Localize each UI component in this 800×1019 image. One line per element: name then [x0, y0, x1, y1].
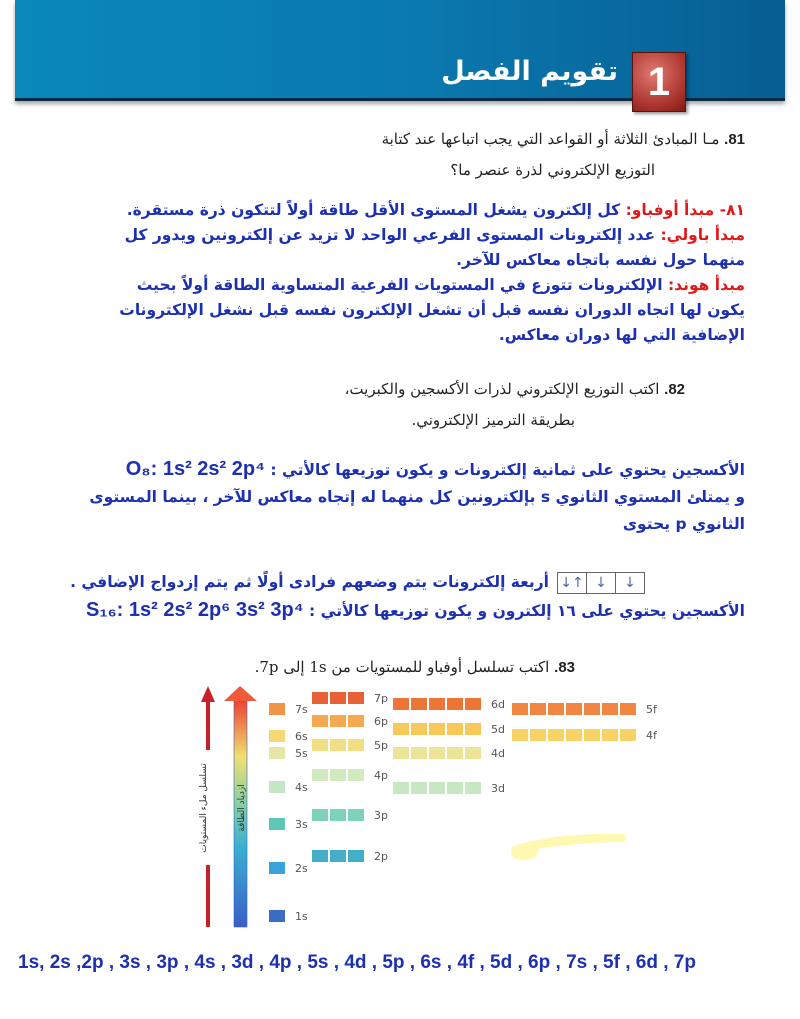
orbital-box	[465, 747, 481, 759]
orbital-box	[330, 715, 346, 727]
orbital-box	[465, 723, 481, 735]
orbital-box	[393, 782, 409, 794]
sublevel-label: 4p	[374, 769, 388, 782]
sublevel-3s	[269, 818, 308, 831]
orbital-box	[602, 703, 618, 715]
sublevel-label: 3p	[374, 809, 388, 822]
sublevel-4p	[312, 769, 388, 782]
question-text: اكتب التوزيع الإلكتروني لذرات الأكسجين والكبريت،	[344, 380, 660, 398]
filling-order-label: تسلسل ملء المستويات	[199, 763, 209, 853]
sublevel-label: 5p	[374, 739, 388, 752]
hund-label: مبدأ هوند:	[667, 276, 745, 294]
sublevel-label: 3s	[295, 818, 308, 831]
sublevel-group	[269, 692, 658, 923]
orbital-box	[393, 723, 409, 735]
oxygen-text: الأكسجين يحتوي على ثمانية إلكترونات و يكون توزيعها كالأتي :	[264, 461, 745, 479]
sublevel-label: 5s	[295, 747, 308, 760]
orbital-box	[330, 692, 346, 704]
orbital-box	[530, 703, 546, 715]
orbital-box	[348, 809, 364, 821]
orbital-box	[447, 698, 463, 710]
orbital-box	[584, 729, 600, 741]
orbital-box	[429, 698, 445, 710]
orbital-box	[330, 809, 346, 821]
orbital-box	[411, 747, 427, 759]
orbital-box	[269, 747, 285, 759]
sublevel-7p	[312, 692, 388, 705]
orbital-box	[348, 692, 364, 704]
sublevel-label: 4d	[491, 747, 505, 760]
sublevel-7s	[269, 703, 308, 716]
sublevel-label: 6p	[374, 715, 388, 728]
orbital-box	[312, 769, 328, 781]
orbital-box	[602, 729, 618, 741]
orbital-box	[429, 723, 445, 735]
sublevel-5p	[312, 739, 388, 752]
orbital-box	[312, 739, 328, 751]
sublevel-6p	[312, 715, 388, 728]
sublevel-2s	[269, 862, 308, 875]
sublevel-label: 1s	[295, 910, 308, 923]
sublevel-label: 5d	[491, 723, 505, 736]
sublevel-4f	[512, 729, 658, 742]
orbital-box	[330, 739, 346, 751]
pauli-label: مبدأ باولي:	[660, 226, 745, 244]
question-text: التوزيع الإلكتروني لذرة عنصر ما؟	[450, 161, 655, 179]
sublevel-label: 6s	[295, 730, 308, 743]
sublevel-label: 3d	[491, 782, 505, 795]
orbital-box	[620, 703, 636, 715]
hund-text: الإلكترونات تتوزع في المستويات الفرعية المتساوية الطاقة أولاً بحيث يكون لها اتجاه الدوران نفسه قبل أن تشغل الإلكترون نفسه قبل نشغل الإلكترونات الإضافية التي لها دوران معاكس.	[119, 276, 745, 344]
sublevel-label: 5f	[646, 703, 657, 716]
sublevel-5d	[393, 723, 505, 736]
aufbau-order-answer: 1s, 2s ,2p , 3s , 3p , 4s , 3d , 4p , 5s , 4d , 5p , 6s , 4f , 5d , 6p , 7s , 5f , 6d , 7p	[18, 952, 696, 973]
orbital-box	[447, 782, 463, 794]
sublevel-label: 2p	[374, 850, 388, 863]
sublevel-3d	[393, 782, 505, 795]
sublevel-1s	[269, 910, 308, 923]
question-text: مـا المبادئ الثلاثة أو القواعد التي يجب اتباعها عند كتابة	[381, 130, 720, 148]
question-text: بطريقة الترميز الإلكتروني.	[411, 411, 575, 429]
orbital-box	[269, 703, 285, 715]
chapter-title: تقويم الفصل	[441, 56, 618, 87]
sulfur-text: الأكسجين يحتوي على ١٦ إلكترون و يكون توزيعها كالأتي :	[303, 602, 745, 620]
orbital-box	[530, 729, 546, 741]
energy-label: ازدياد الطاقة	[237, 784, 247, 832]
sublevel-2p	[312, 850, 388, 863]
oxygen-explanation: و يمتلئ المستوي الثانوي s بإلكترونين كل منهما له إتجاه معاكس للآخر ، بينما المستوى الثانوي p يحتوى	[89, 488, 745, 533]
orbital-box	[548, 729, 564, 741]
orbital-box	[465, 698, 481, 710]
sublevel-3p	[312, 809, 388, 822]
question-number: 81.	[724, 131, 745, 148]
orbital-box	[447, 747, 463, 759]
orbital-box	[269, 910, 285, 922]
orbital-cell: ↓↑	[560, 574, 584, 591]
orbital-box	[393, 698, 409, 710]
orbital-box	[330, 769, 346, 781]
sulfur-configuration: S₁₆: 1s² 2s² 2p⁶ 3s² 3p⁴	[85, 599, 304, 621]
orbital-box	[429, 782, 445, 794]
highlighter-mark	[511, 834, 625, 860]
orbital-box	[411, 698, 427, 710]
orbital-text: أربعة إلكترونات يتم وضعهم فرادى أولًا ثم يتم إزدواج الإضافي .	[70, 573, 549, 591]
chapter-number-badge: 1	[632, 52, 686, 112]
aufbau-text: كل إلكترون يشغل المستوى الأقل طاقة أولاً لتتكون ذرة مستقرة.	[126, 201, 626, 219]
sublevel-6s	[269, 730, 308, 743]
orbital-box	[330, 850, 346, 862]
oxygen-configuration: O₈: 1s² 2s² 2p⁴	[125, 458, 265, 480]
orbital-box	[269, 730, 285, 742]
orbital-box	[269, 781, 285, 793]
sublevel-label: 4s	[295, 781, 308, 794]
sublevel-4s	[269, 781, 308, 794]
orbital-box	[512, 703, 528, 715]
orbital-box	[447, 723, 463, 735]
aufbau-label: ٨١- مبدأ أوفباو:	[625, 201, 745, 219]
sublevel-6d	[393, 698, 505, 711]
orbital-box	[411, 723, 427, 735]
orbital-box	[348, 715, 364, 727]
orbital-box	[312, 715, 328, 727]
orbital-box	[620, 729, 636, 741]
orbital-box	[312, 850, 328, 862]
orbital-box	[393, 747, 409, 759]
orbital-box	[548, 703, 564, 715]
sublevel-5f	[512, 703, 658, 716]
orbital-box	[348, 739, 364, 751]
orbital-box	[348, 850, 364, 862]
orbital-box	[269, 818, 285, 830]
orbital-cell: ↓	[586, 573, 615, 593]
sublevel-5s	[269, 747, 308, 760]
orbital-box	[512, 729, 528, 741]
sublevel-label: 7s	[295, 703, 308, 716]
sublevel-4d	[393, 747, 505, 760]
question-number: 82.	[664, 381, 685, 398]
orbital-cell: ↓	[615, 573, 644, 593]
pauli-text: عدد إلكترونات المستوى الفرعي الواحد لا تزيد عن إلكترونين ويدور كل منهما حول نفسه باتجاه معاكس للآخر.	[124, 226, 745, 269]
orbital-box	[566, 729, 582, 741]
orbital-box	[584, 703, 600, 715]
orbital-box	[348, 769, 364, 781]
question-number: 83.	[554, 659, 575, 676]
orbital-box	[411, 782, 427, 794]
sublevel-label: 4f	[646, 729, 657, 742]
orbital-box	[312, 692, 328, 704]
orbital-box	[566, 703, 582, 715]
sublevel-label: 2s	[295, 862, 308, 875]
sublevel-label: 6d	[491, 698, 505, 711]
sublevel-label: 7p	[374, 692, 388, 705]
orbital-box	[429, 747, 445, 759]
orbital-box	[312, 809, 328, 821]
orbital-box	[465, 782, 481, 794]
orbital-box	[269, 862, 285, 874]
question-text: اكتب تسلسل أوفباو للمستويات من 1s إلى 7p.	[254, 658, 550, 676]
